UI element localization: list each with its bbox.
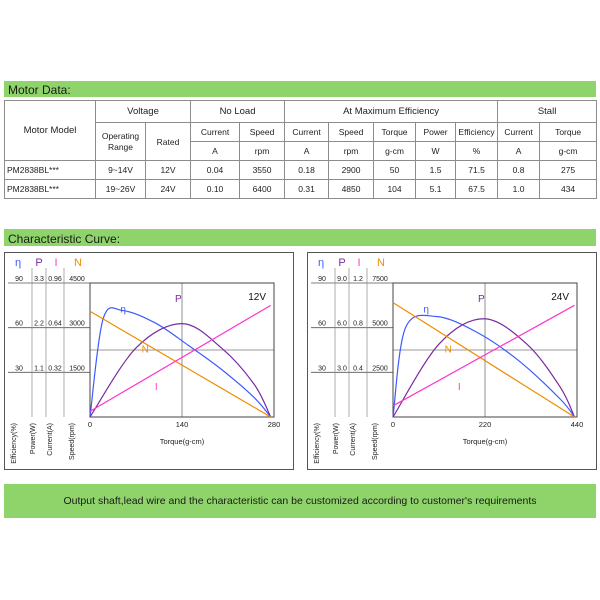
tick-label: 2.2 — [34, 320, 44, 328]
curve-label-eta: η — [120, 304, 126, 316]
curve-n — [90, 311, 271, 417]
tick-label: 5000 — [372, 320, 388, 328]
tick-label: 30 — [318, 365, 326, 373]
y-axis-title-power: Power(W) — [30, 423, 37, 455]
table-row — [5, 161, 597, 180]
cell-model: PM2838BL*** — [5, 161, 96, 180]
x-tick-label: 140 — [175, 420, 189, 429]
curve-i — [90, 305, 271, 411]
cell-range: 19~26V — [96, 180, 146, 199]
tick-label: 30 — [15, 365, 23, 373]
unit-me-current: A — [285, 142, 329, 161]
tick-label: 6.0 — [337, 320, 347, 328]
chart-12v — [4, 252, 294, 470]
header-me-power: Power — [416, 123, 456, 142]
y-axis-title-efficiency: Efficiency(%) — [11, 423, 18, 464]
table-row — [5, 180, 597, 199]
unit-st-torque: g-cm — [540, 142, 597, 161]
cell-me-current: 0.18 — [285, 161, 329, 180]
cell-me-power: 1.5 — [416, 161, 456, 180]
header-me-current: Current — [285, 123, 329, 142]
header-st-current: Current — [498, 123, 540, 142]
tick-label: 9.0 — [337, 276, 347, 283]
y-axis-title-current: Current(A) — [350, 423, 357, 456]
cell-rated: 24V — [146, 180, 191, 199]
x-tick-label: 220 — [478, 420, 492, 429]
y-axis-title-current: Current(A) — [47, 423, 54, 456]
cell-me-efficiency: 67.5 — [456, 180, 498, 199]
tick-label: 7500 — [372, 276, 388, 283]
header-max-efficiency: At Maximum Efficiency — [285, 101, 498, 123]
curve-eta — [393, 315, 574, 417]
y-axis-title-power: Power(W) — [333, 423, 340, 455]
tick-label: 0.64 — [48, 320, 62, 328]
tick-label: 0.8 — [353, 320, 363, 328]
symbol-p: P — [338, 257, 346, 269]
cell-model: PM2838BL*** — [5, 180, 96, 199]
cell-st-current: 1.0 — [498, 180, 540, 199]
symbol-eta: η — [14, 257, 22, 269]
cell-me-torque: 104 — [374, 180, 416, 199]
symbol-eta: η — [317, 257, 325, 269]
symbol-p: P — [35, 257, 43, 269]
tick-label: 2500 — [372, 365, 388, 373]
footer-banner: Output shaft,lead wire and the characteristic can be customized according to customer's requirements — [4, 484, 596, 518]
cell-st-torque: 434 — [540, 180, 597, 199]
curve-label-p: P — [174, 293, 182, 305]
cell-me-current: 0.31 — [285, 180, 329, 199]
header-me-speed: Speed — [329, 123, 374, 142]
curve-label-n: N — [444, 344, 452, 356]
voltage-label: 24V — [551, 292, 569, 303]
cell-me-efficiency: 71.5 — [456, 161, 498, 180]
cell-nl-current: 0.10 — [191, 180, 240, 199]
curve-label-n: N — [141, 344, 149, 356]
header-operating-range: Operating Range — [96, 123, 146, 161]
cell-me-torque: 50 — [374, 161, 416, 180]
x-tick-label: 280 — [267, 420, 281, 429]
header-st-torque: Torque — [540, 123, 597, 142]
cell-range: 9~14V — [96, 161, 146, 180]
tick-label: 0.96 — [48, 276, 62, 283]
cell-me-speed: 2900 — [329, 161, 374, 180]
curve-p — [90, 324, 271, 417]
header-motor-model: Motor Model — [5, 101, 96, 161]
header-voltage: Voltage — [96, 101, 191, 123]
x-axis-title: Torque(g-cm) — [159, 437, 205, 446]
cell-nl-speed: 6400 — [240, 180, 285, 199]
y-axis-title-speed: Speed(rpm) — [372, 423, 379, 460]
y-axis-title-speed: Speed(rpm) — [69, 423, 76, 460]
x-tick-label: 0 — [87, 420, 93, 429]
symbol-i: I — [357, 257, 361, 269]
curve-p — [393, 319, 574, 417]
characteristic-curve-header: Characteristic Curve: — [4, 229, 596, 246]
y-axis-title-efficiency: Efficiency(%) — [314, 423, 321, 464]
unit-nl-current: A — [191, 142, 240, 161]
tick-label: 0.4 — [353, 365, 363, 373]
tick-label: 3.0 — [337, 365, 347, 373]
motor-data-header: Motor Data: — [4, 81, 596, 97]
tick-label: 90 — [15, 276, 23, 283]
header-me-efficiency: Efficiency — [456, 123, 498, 142]
header-rated: Rated — [146, 123, 191, 161]
tick-label: 60 — [318, 320, 326, 328]
chart-24v — [307, 252, 597, 470]
cell-me-speed: 4850 — [329, 180, 374, 199]
tick-label: 3000 — [69, 320, 85, 328]
tick-label: 90 — [318, 276, 326, 283]
cell-st-current: 0.8 — [498, 161, 540, 180]
tick-label: 1500 — [69, 365, 85, 373]
cell-nl-current: 0.04 — [191, 161, 240, 180]
header-stall: Stall — [498, 101, 597, 123]
header-no-load: No Load — [191, 101, 285, 123]
unit-me-torque: g-cm — [374, 142, 416, 161]
tick-label: 1.2 — [353, 276, 363, 283]
curve-label-i: I — [154, 382, 158, 394]
cell-me-power: 5.1 — [416, 180, 456, 199]
tick-label: 1.1 — [34, 365, 44, 373]
unit-me-power: W — [416, 142, 456, 161]
header-me-torque: Torque — [374, 123, 416, 142]
x-axis-title: Torque(g-cm) — [462, 437, 508, 446]
header-nl-current: Current — [191, 123, 240, 142]
voltage-label: 12V — [248, 292, 266, 303]
cell-rated: 12V — [146, 161, 191, 180]
tick-label: 3.3 — [34, 276, 44, 283]
curve-label-eta: η — [423, 304, 429, 316]
tick-label: 4500 — [69, 276, 85, 283]
tick-label: 60 — [15, 320, 23, 328]
x-tick-label: 0 — [390, 420, 396, 429]
unit-st-current: A — [498, 142, 540, 161]
header-nl-speed: Speed — [240, 123, 285, 142]
x-tick-label: 440 — [570, 420, 584, 429]
curve-label-p: P — [477, 293, 485, 305]
unit-me-efficiency: % — [456, 142, 498, 161]
tick-label: 0.32 — [48, 365, 62, 373]
symbol-n: N — [74, 257, 82, 269]
curve-label-i: I — [457, 382, 461, 394]
symbol-n: N — [377, 257, 385, 269]
unit-me-speed: rpm — [329, 142, 374, 161]
unit-nl-speed: rpm — [240, 142, 285, 161]
cell-nl-speed: 3550 — [240, 161, 285, 180]
motor-data-table — [4, 100, 597, 199]
cell-st-torque: 275 — [540, 161, 597, 180]
symbol-i: I — [54, 257, 58, 269]
